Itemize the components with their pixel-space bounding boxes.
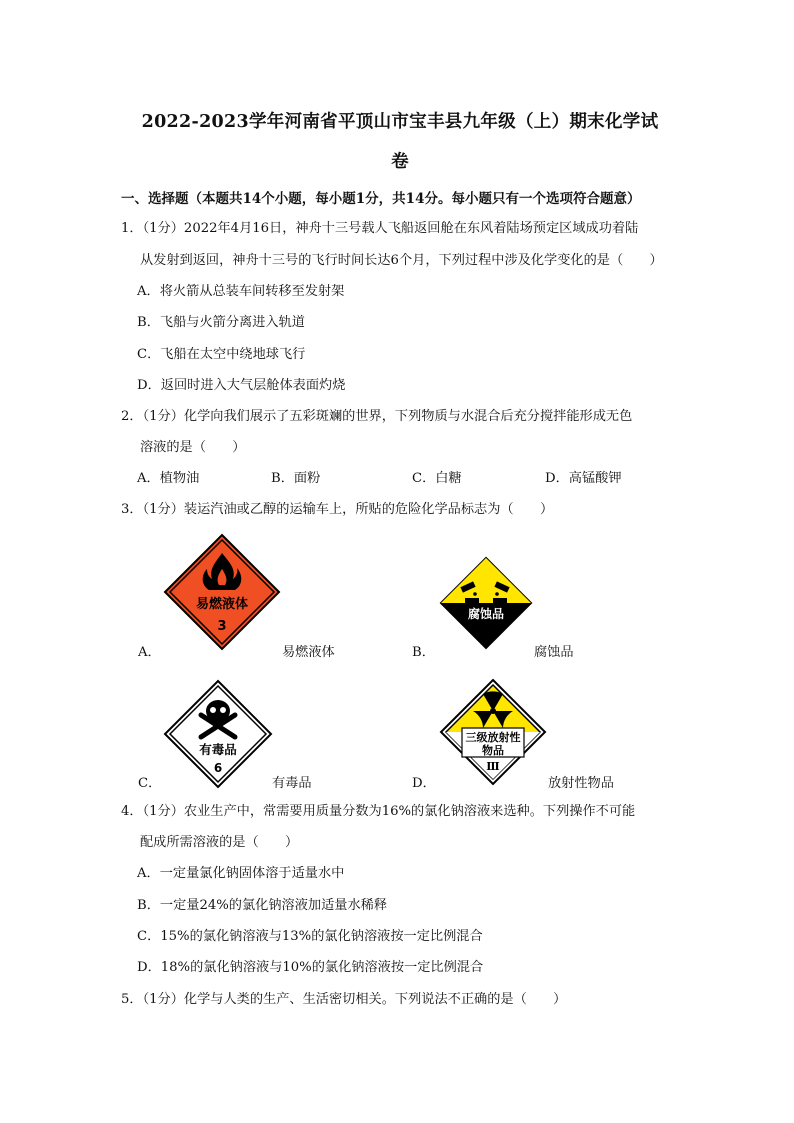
q1-stem-line1: 1．（1分）2022年4月16日，神舟十三号载人飞船返回舱在东风着陆场预定区域成功着陆: [121, 221, 639, 236]
flammable-liquid-sign: [163, 533, 281, 651]
q3-option-a-caption: 易燃液体: [282, 645, 335, 660]
q1-stem-line2: 从发射到返回，神舟十三号的飞行时间长达6个月，下列过程中涉及化学变化的是（ ）: [140, 253, 663, 268]
q2-option-c: C．白糖: [412, 471, 462, 486]
corrosive-sign-text: 腐蚀品: [467, 607, 505, 621]
q3-option-d-label: D．: [412, 776, 436, 791]
q4-option-a: A．一定量氯化钠固体溶于适量水中: [137, 866, 345, 881]
q1-option-a: A．将火箭从总装车间转移至发射架: [137, 284, 345, 299]
q3-option-c-caption: 有毒品: [272, 776, 312, 791]
q4-option-d: D．18%的氯化钠溶液与10%的氯化钠溶液按一定比例混合: [137, 960, 484, 975]
q2-option-d: D．高锰酸钾: [545, 471, 622, 486]
radioactive-sign-text2: 物品: [482, 744, 504, 757]
q1-option-c: C．飞船在太空中绕地球飞行: [137, 347, 306, 362]
q3-option-a-label: A．: [138, 645, 161, 660]
q3-option-b-caption: 腐蚀品: [534, 645, 574, 660]
q4-option-c: C．15%的氯化钠溶液与13%的氯化钠溶液按一定比例混合: [137, 929, 483, 944]
radioactive-sign: [439, 678, 547, 786]
corrosive-sign: [439, 556, 533, 650]
q4-stem-line1: 4．（1分）农业生产中，常需要用质量分数为16%的氯化钠溶液来选种。下列操作不可能: [121, 804, 636, 819]
document-title-line1: 2022-2023学年河南省平顶山市宝丰县九年级（上）期末化学试: [141, 112, 659, 132]
radioactive-sign-text1: 三级放射性: [465, 731, 521, 744]
q4-option-b: B．一定量24%的氯化钠溶液加适量水稀释: [137, 898, 388, 913]
q4-stem-line2: 配成所需溶液的是（ ）: [140, 835, 299, 850]
q1-option-d: D．返回时进入大气层舱体表面灼烧: [137, 378, 346, 393]
q3-option-d-caption: 放射性物品: [548, 776, 614, 791]
toxic-sign-number: 6: [213, 761, 223, 775]
q5-stem: 5．（1分）化学与人类的生产、生活密切相关。下列说法不正确的是（ ）: [121, 992, 567, 1007]
q2-option-b: B．面粉: [271, 471, 321, 486]
q2-stem-line1: 2．（1分）化学向我们展示了五彩斑斓的世界，下列物质与水混合后充分搅拌能形成无色: [121, 409, 633, 424]
q3-option-c-label: C．: [138, 776, 162, 791]
q3-option-b-label: B．: [412, 645, 435, 660]
q2-stem-line2: 溶液的是（ ）: [140, 440, 246, 455]
toxic-sign: [163, 679, 273, 789]
document-title-line2: 卷: [391, 152, 409, 172]
toxic-sign-text: 有毒品: [199, 742, 237, 757]
radioactive-sign-class: Ⅲ: [486, 760, 500, 773]
q3-stem: 3．（1分）装运汽油或乙醇的运输车上，所贴的危险化学品标志为（ ）: [121, 502, 554, 517]
section-heading: 一、选择题（本题共14个小题，每小题1分，共14分。每小题只有一个选项符合题意）: [121, 191, 641, 207]
q1-option-b: B．飞船与火箭分离进入轨道: [137, 315, 305, 330]
q2-option-a: A．植物油: [137, 471, 200, 486]
flammable-sign-text: 易燃液体: [195, 597, 249, 612]
flammable-sign-number: 3: [217, 619, 227, 634]
